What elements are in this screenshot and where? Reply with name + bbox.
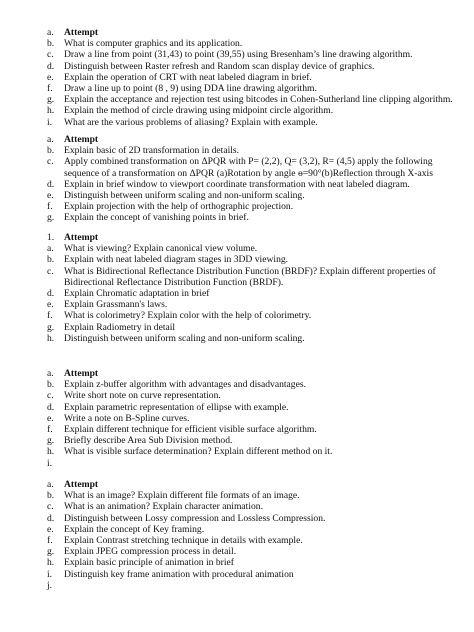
item-label: b.	[47, 145, 55, 157]
item-label: f.	[47, 310, 53, 322]
item-text: Attempt	[64, 368, 99, 379]
item-text: What is an animation? Explain character animation.	[64, 501, 263, 513]
question-item	[0, 513, 474, 524]
item-label: f.	[47, 82, 53, 94]
item-text: Explain z-buffer algorithm with advantages and disadvantages.	[64, 379, 306, 391]
question-item	[0, 201, 474, 212]
item-text: What are the various problems of aliasing? Explain with example.	[64, 116, 318, 128]
question-item	[0, 322, 474, 333]
question-item	[0, 310, 474, 321]
item-text: Explain the operation of CRT with neat labeled diagram in brief.	[64, 71, 312, 83]
item-label: g.	[47, 546, 55, 558]
item-text: Attempt	[64, 27, 99, 38]
item-text: What is viewing? Explain canonical view volume.	[64, 243, 258, 255]
item-text: Write a note on B-Spline curves.	[64, 412, 190, 424]
item-text: What is colorimetry? Explain color with the help of colorimetry.	[64, 310, 312, 322]
item-text: Attempt	[64, 479, 99, 490]
item-label: h.	[47, 446, 55, 458]
question-item	[0, 535, 474, 546]
question-item	[0, 299, 474, 310]
item-text: Explain the acceptance and rejection test using bitcodes in Cohen-Sutherland line clipping algorithm.	[64, 94, 453, 106]
question-item	[0, 83, 474, 94]
item-label: i.	[47, 116, 53, 128]
item-label: a.	[47, 243, 54, 255]
item-text: Explain parametric representation of ellipse with example.	[64, 401, 289, 413]
item-text: Explain the concept of vanishing points in brief.	[64, 212, 249, 224]
question-item	[0, 288, 474, 299]
item-text: Explain with neat labeled diagram stages in 3DD viewing.	[64, 254, 289, 266]
item-text: Distinguish between uniform scaling and non-uniform scaling.	[64, 189, 305, 201]
question-item	[0, 61, 474, 72]
question-item	[0, 49, 474, 60]
item-label: d.	[47, 178, 55, 190]
question-item	[0, 402, 474, 413]
question-item	[0, 254, 474, 265]
item-text: Draw a line from point (31,43) to point (39,55) using Bresenham’s line drawing algorithm.	[64, 49, 413, 61]
item-text: Apply combined transformation on ΔPQR with P= (2,2), Q= (3,2), R= (4,5) apply the following sequence of a transformation on ΔPQR (a)Rotation by angle ɵ=90°(b)Reflection through X-axis	[64, 156, 433, 179]
item-label: d.	[47, 512, 55, 524]
item-label: 1.	[47, 232, 55, 243]
item-label: b.	[47, 254, 55, 266]
item-label: g.	[47, 435, 55, 447]
item-text: Distinguish key frame animation with procedural animation	[64, 568, 294, 580]
item-text: Explain projection with the help of orthographic projection.	[64, 201, 294, 213]
item-label: h.	[47, 332, 55, 344]
item-label: b.	[47, 379, 55, 391]
item-text: Explain Chromatic adaptation in brief	[64, 287, 210, 299]
item-text: What is Bidirectional Reflectance Distribution Function (BRDF)? Explain different properties of Bidirectional Reflectance Distribution Function (BRDF).	[64, 265, 436, 288]
question-item	[0, 490, 474, 501]
item-label: a.	[47, 134, 54, 145]
item-label: c.	[47, 390, 54, 402]
question-section-4	[0, 368, 474, 469]
item-text: Write short note on curve representation.	[64, 390, 221, 402]
question-item	[0, 501, 474, 512]
question-item	[0, 190, 474, 201]
question-item	[0, 212, 474, 223]
question-section-2	[0, 134, 474, 224]
item-label: f.	[47, 201, 53, 213]
item-label: a.	[47, 479, 54, 490]
question-item	[0, 38, 474, 49]
question-item	[0, 368, 474, 379]
item-text: Explain the method of circle drawing using midpoint circle algorithm.	[64, 105, 334, 117]
item-label: j.	[47, 579, 53, 591]
item-text: Distinguish between uniform scaling and non-uniform scaling.	[64, 332, 305, 344]
item-label: a.	[47, 368, 54, 379]
question-item	[0, 105, 474, 116]
item-label: d.	[47, 60, 55, 72]
question-item	[0, 243, 474, 254]
question-item	[0, 546, 474, 557]
item-text: Explain basic of 2D transformation in details.	[64, 145, 240, 157]
question-item	[0, 390, 474, 401]
question-item	[0, 145, 474, 156]
item-label: g.	[47, 212, 55, 224]
item-text: Explain basic principle of animation in brief	[64, 557, 234, 569]
item-text: Explain Contrast stretching technique in details with example.	[64, 534, 303, 546]
item-label: e.	[47, 71, 54, 83]
question-item	[0, 524, 474, 535]
item-text: Explain Grassmann's laws.	[64, 299, 168, 311]
item-text: Explain JPEG compression process in detail.	[64, 546, 237, 558]
item-label: c.	[47, 156, 54, 168]
question-item	[0, 333, 474, 344]
question-item	[0, 479, 474, 490]
question-item	[0, 458, 474, 469]
item-text: Attempt	[64, 232, 99, 243]
question-item	[0, 94, 474, 105]
item-text: What is an image? Explain different file formats of an image.	[64, 490, 300, 502]
item-text: Distinguish between Lossy compression and Lossless Compression.	[64, 512, 326, 524]
item-label: e.	[47, 412, 54, 424]
question-item	[0, 424, 474, 435]
item-label: h.	[47, 105, 55, 117]
item-label: b.	[47, 490, 55, 502]
item-label: c.	[47, 501, 54, 513]
question-item	[0, 580, 474, 591]
item-text: Draw a line up to point (8 , 9) using DDA line drawing algorithm.	[64, 82, 317, 94]
item-text: Distinguish between Raster refresh and Random scan display device of graphics.	[64, 60, 375, 72]
item-label: e.	[47, 299, 54, 311]
item-text: Explain Radiometry in detail	[64, 321, 176, 333]
item-text: Explain in brief window to viewport coordinate transformation with neat labeled diagram.	[64, 178, 410, 190]
item-label: e.	[47, 189, 54, 201]
item-text: Explain different technique for efficient visible surface algorithm.	[64, 423, 317, 435]
question-item	[0, 117, 474, 128]
question-item	[0, 72, 474, 83]
question-section-3	[0, 232, 474, 344]
question-item	[0, 266, 474, 288]
question-item	[0, 379, 474, 390]
item-label: i.	[47, 568, 53, 580]
item-label: i.	[47, 457, 53, 469]
question-item	[0, 156, 474, 178]
question-section-1	[0, 27, 474, 128]
item-label: b.	[47, 38, 55, 50]
question-item	[0, 232, 474, 243]
question-item	[0, 435, 474, 446]
question-item	[0, 134, 474, 145]
question-section-5	[0, 479, 474, 591]
item-text: Explain the concept of Key framing.	[64, 523, 205, 535]
item-label: g.	[47, 94, 55, 106]
item-label: c.	[47, 49, 54, 61]
item-label: h.	[47, 557, 55, 569]
item-label: e.	[47, 523, 54, 535]
item-text: What is visible surface determination? Explain different method on it.	[64, 446, 333, 458]
question-item	[0, 569, 474, 580]
item-label: c.	[47, 265, 54, 277]
item-text: What is computer graphics and its application.	[64, 38, 243, 50]
item-text: Attempt	[64, 134, 99, 145]
item-label: a.	[47, 27, 54, 38]
item-label: g.	[47, 321, 55, 333]
question-item	[0, 179, 474, 190]
item-label: d.	[47, 287, 55, 299]
question-item	[0, 413, 474, 424]
question-item	[0, 557, 474, 568]
item-label: d.	[47, 401, 55, 413]
question-item	[0, 446, 474, 457]
item-label: f.	[47, 534, 53, 546]
question-item	[0, 27, 474, 38]
item-text: Briefly describe Area Sub Division method.	[64, 435, 233, 447]
item-label: f.	[47, 423, 53, 435]
